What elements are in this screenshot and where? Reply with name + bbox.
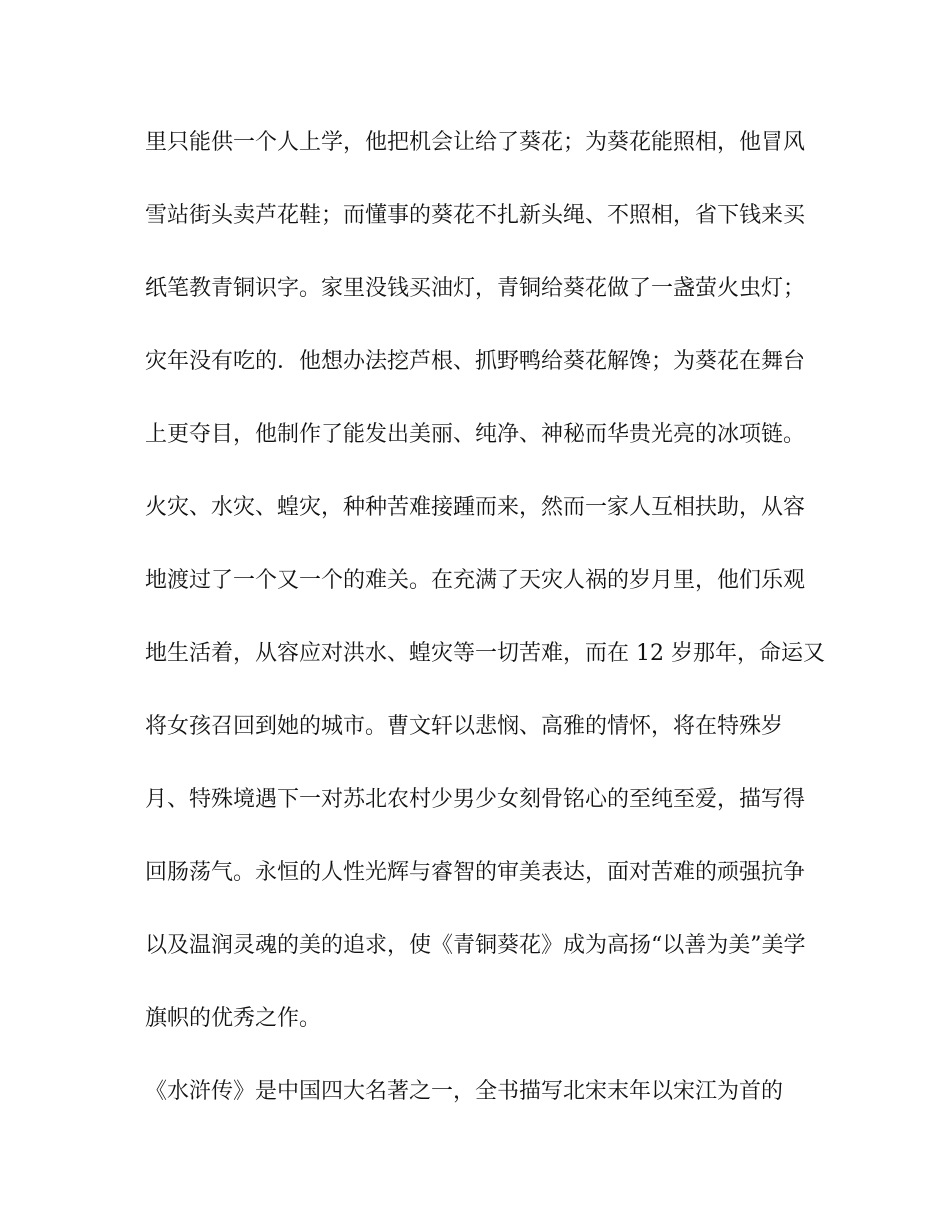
text-line: 地生活着，从容应对洪水、蝗灾等一切苦难，而在 12 岁那年，命运又	[145, 641, 825, 666]
text-line: 上更夺目，他制作了能发出美丽、纯净、神秘而华贵光亮的冰项链。	[145, 422, 806, 447]
text-line: 月、特殊境遇下一对苏北农村少男少女刻骨铭心的至纯至爱，描写得	[145, 787, 806, 812]
text-line: 火灾、水灾、蝗灾，种种苦难接踵而来，然而一家人互相扶助，从容	[145, 495, 806, 520]
text-line: 《水浒传》是中国四大名著之一，全书描写北宋末年以宋江为首的	[145, 1079, 784, 1104]
text-line: 雪站街头卖芦花鞋；而懂事的葵花不扎新头绳、不照相，省下钱来买	[145, 203, 806, 228]
text-line: 地渡过了一个又一个的难关。在充满了天灾人祸的岁月里，他们乐观	[145, 568, 806, 593]
text-line: 旗帜的优秀之作。	[145, 1006, 322, 1031]
text-line: 灾年没有吃的．他想办法挖芦根、抓野鸭给葵花解馋；为葵花在舞台	[145, 349, 806, 374]
text-line: 纸笔教青铜识字。家里没钱买油灯，青铜给葵花做了一盏萤火虫灯；	[145, 276, 806, 301]
text-line: 里只能供一个人上学，他把机会让给了葵花；为葵花能照相，他冒风	[145, 130, 806, 155]
text-line: 以及温润灵魂的美的追求，使《青铜葵花》成为高扬“以善为美”美学	[145, 933, 806, 958]
text-line: 回肠荡气。永恒的人性光辉与睿智的审美表达，面对苦难的顽强抗争	[145, 860, 806, 885]
text-line: 将女孩召回到她的城市。曹文轩以悲悯、高雅的情怀，将在特殊岁	[145, 714, 784, 739]
